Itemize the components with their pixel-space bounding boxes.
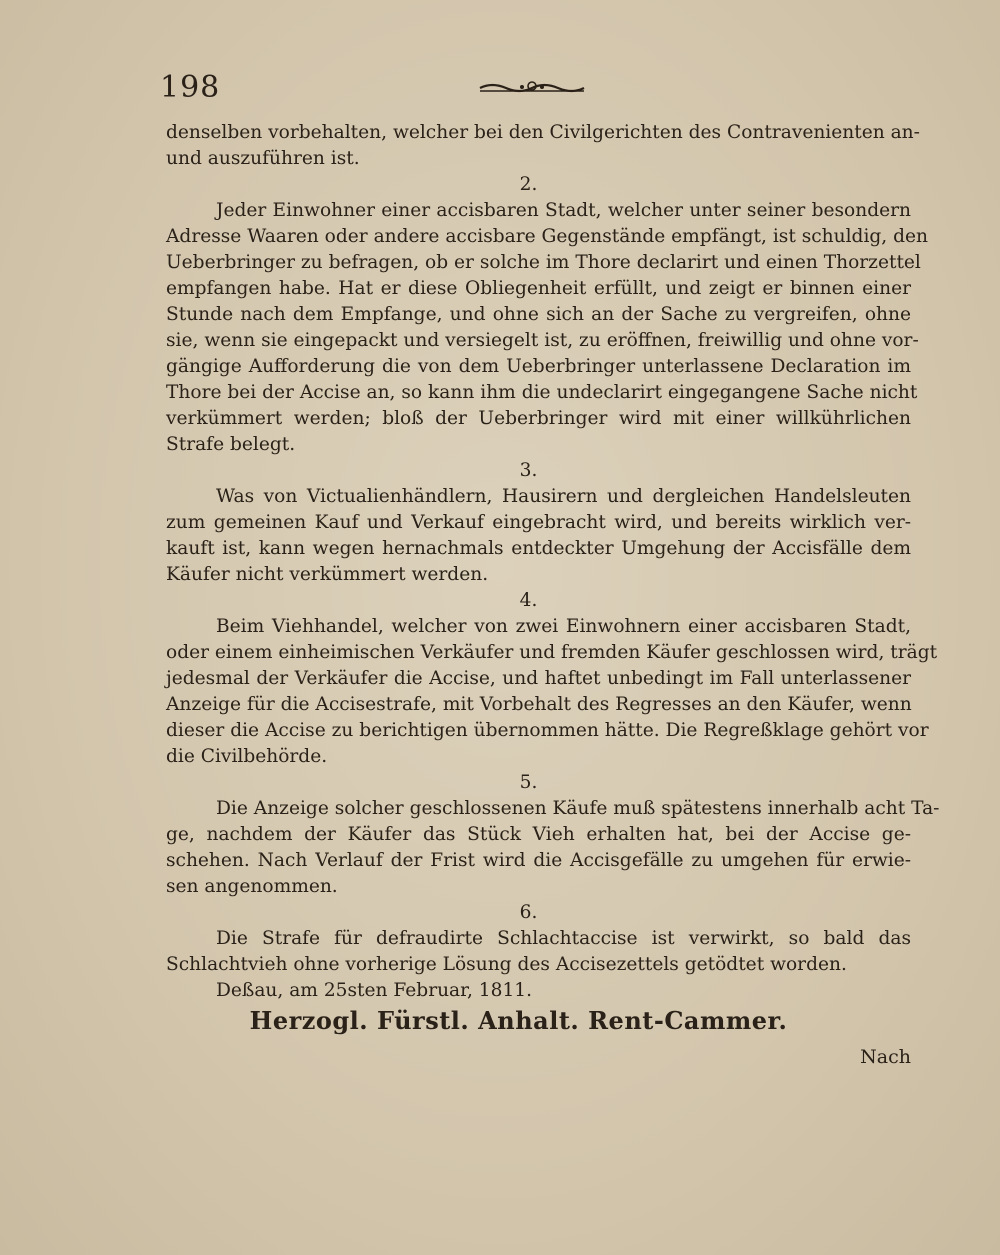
text-line: Ueberbringer zu befragen, ob er solche im Thore declarirt und einen Thorzettel (166, 252, 921, 273)
text-line: schehen. Nach Verlauf der Frist wird die Accisgefälle zu umgehen für erwie- (166, 850, 911, 871)
signature: Herzogl. Fürstl. Anhalt. Rent-Cammer. (249, 1006, 788, 1035)
text-line: Was von Victualienhändlern, Hausirern und dergleichen Handelsleuten (216, 486, 911, 507)
text-line: zum gemeinen Kauf und Verkauf eingebracht wird, und bereits wirklich ver- (166, 512, 911, 533)
section-number: 6. (519, 902, 538, 923)
text-line: denselben vorbehalten, welcher bei den Civilgerichten des Contravenienten an- (166, 122, 920, 143)
text-line: Jeder Einwohner einer accisbaren Stadt, welcher unter seiner besondern (216, 200, 911, 221)
text-line: Käufer nicht verkümmert werden. (166, 564, 489, 585)
text-line: die Civilbehörde. (166, 746, 328, 767)
text-line: sen angenommen. (166, 876, 338, 897)
header-ornament-icon (478, 78, 588, 96)
text-line: oder einem einheimischen Verkäufer und fremden Käufer geschlossen wird, trägt (166, 642, 938, 663)
text-line: dieser die Accise zu berichtigen übernommen hätte. Die Regreßklage gehört vor (166, 720, 929, 741)
text-line: empfangen habe. Hat er diese Obliegenheit erfüllt, und zeigt er binnen einer (166, 278, 911, 299)
text-line: kauft ist, kann wegen hernachmals entdeckter Umgehung der Accisfälle dem (166, 538, 911, 559)
section-number: 2. (519, 174, 538, 195)
section-number: 4. (519, 590, 538, 611)
text-line: gängige Aufforderung die von dem Ueberbringer unterlassene Declaration im (166, 356, 911, 377)
text-line: Schlachtvieh ohne vorherige Lösung des Accisezettels getödtet worden. (166, 954, 847, 975)
dateline: Deßau, am 25sten Februar, 1811. (216, 980, 533, 1001)
text-line: Adresse Waaren oder andere accisbare Gegenstände empfängt, ist schuldig, den (166, 226, 929, 247)
text-line: Anzeige für die Accisestrafe, mit Vorbehalt des Regresses an den Käufer, wenn (166, 694, 912, 715)
text-line: ge, nachdem der Käufer das Stück Vieh erhalten hat, bei der Accise ge- (166, 824, 911, 845)
text-line: und auszuführen ist. (166, 148, 360, 169)
section-number: 3. (519, 460, 538, 481)
text-line: jedesmal der Verkäufer die Accise, und haftet unbedingt im Fall unterlassener (166, 668, 911, 689)
text-line: verkümmert werden; bloß der Ueberbringer wird mit einer willkührlichen (166, 408, 911, 429)
text-line: Stunde nach dem Empfange, und ohne sich an der Sache zu vergreifen, ohne (166, 304, 911, 325)
text-line: Strafe belegt. (166, 434, 296, 455)
text-line: Die Anzeige solcher geschlossenen Käufe muß spätestens innerhalb acht Ta- (216, 798, 940, 819)
body-text (166, 120, 940, 1070)
catchword: Nach (860, 1046, 911, 1068)
text-line: sie, wenn sie eingepackt und versiegelt ist, zu eröffnen, freiwillig und ohne vor- (166, 330, 919, 351)
text-line: Beim Viehhandel, welcher von zwei Einwohnern einer accisbaren Stadt, (216, 616, 911, 637)
page-number: 198 (160, 70, 221, 105)
section-number: 5. (519, 772, 538, 793)
text-line: Die Strafe für defraudirte Schlachtaccise ist verwirkt, so bald das (216, 928, 911, 949)
text-line: Thore bei der Accise an, so kann ihm die undeclarirt eingegangene Sache nicht (166, 382, 918, 403)
